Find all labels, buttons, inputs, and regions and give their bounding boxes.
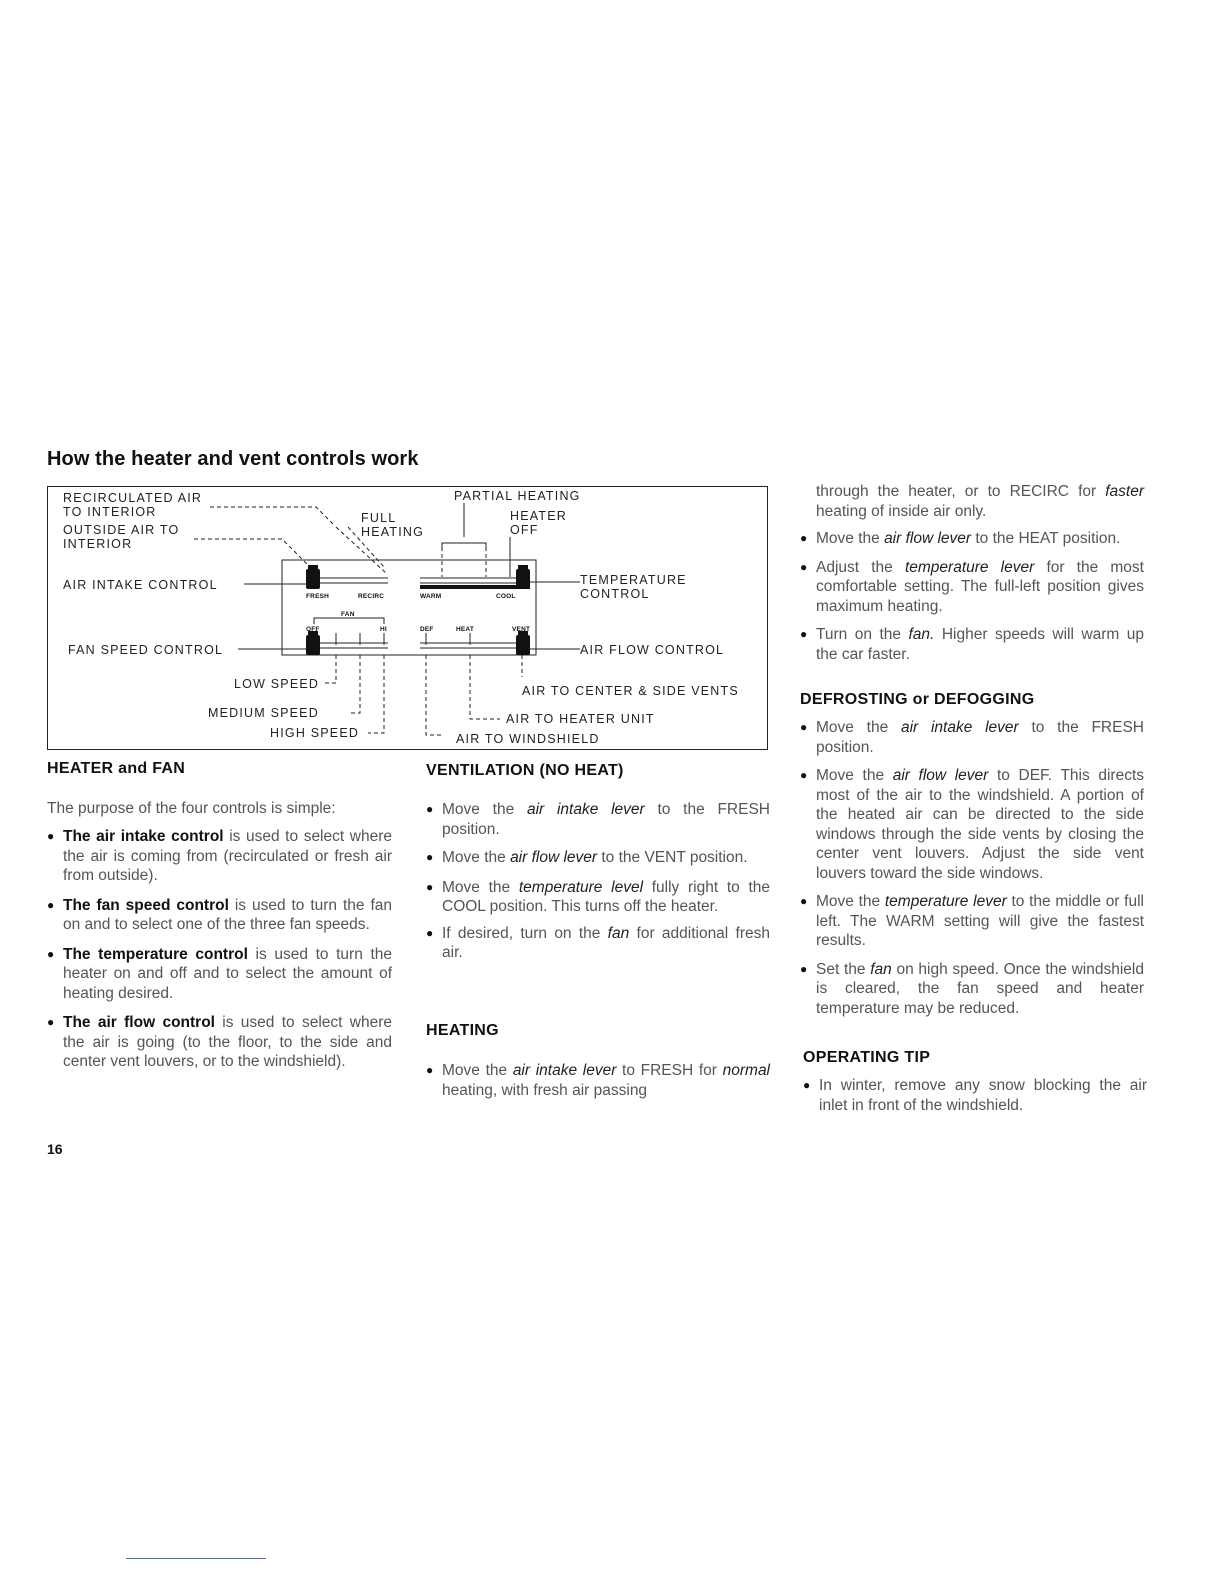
operating-tip-heading: OPERATING TIP [803,1049,931,1066]
heating-heading: HEATING [426,1022,499,1039]
list-item: ● Set the fan on high speed. Once the windshield is cleared, the fan speed and heater temperature may be reduced. [800,960,1144,1019]
heating-list [800,529,1144,672]
list-item: ● Turn on the fan. Higher speeds will warm up the car faster. [800,625,1144,664]
list-item: ● The temperature control is used to turn the heater on and off and to select the amount of heating desired. [47,945,392,1004]
list-item: ● Move the air intake lever to FRESH for normal heating, with fresh air passing [426,1061,770,1100]
ventilation-list [426,800,770,971]
label-temperature-control: TEMPERATURE CONTROL [580,573,687,601]
label-air-center-side-vents: AIR TO CENTER & SIDE VENTS [522,684,739,698]
list-item: ● Move the air intake lever to the FRESH position. [426,800,770,839]
heater-fan-heading: HEATER and FAN [47,760,186,777]
label-heater-off: HEATER OFF [510,509,567,537]
panel-vent: VENT [512,626,531,633]
label-air-heater-unit: AIR TO HEATER UNIT [506,712,655,726]
label-fan-speed-control: FAN SPEED CONTROL [68,643,224,657]
list-item: ● The air intake control is used to select where the air is coming from (recirculated or fresh air from outside). [47,827,392,886]
list-item: ● If desired, turn on the fan for additional fresh air. [426,924,770,963]
page-number: 16 [47,1141,63,1157]
controls-diagram [47,486,768,750]
panel-fresh: FRESH [306,593,330,600]
footer-rule [126,1558,266,1559]
defrosting-heading: DEFROSTING or DEFOGGING [800,691,1035,708]
list-item: ● In winter, remove any snow blocking the air inlet in front of the windshield. [803,1076,1147,1115]
heating-list-start [426,1061,770,1108]
list-item: ● Adjust the temperature lever for the most comfortable setting. The full-left position gives maximum heating. [800,558,1144,617]
page-title: How the heater and vent controls work [47,448,419,470]
defrosting-list [800,718,1144,1026]
label-high-speed: HIGH SPEED [270,726,360,740]
list-item: ● Move the air flow lever to the VENT position. [426,848,770,868]
label-full-heating: FULL HEATING [361,511,425,539]
label-air-flow-control: AIR FLOW CONTROL [580,643,725,657]
label-air-windshield: AIR TO WINDSHIELD [456,732,600,746]
heating-continuation: through the heater, or to RECIRC for faster heating of inside air only. [816,483,1144,520]
list-item: ● Move the temperature lever to the middle or full left. The WARM setting will give the fastest results. [800,892,1144,951]
list-item: ● The air flow control is used to select where the air is going (to the floor, to the side and center vent louvers, or to the windshield). [47,1013,392,1072]
list-item: ● Move the air flow lever to the HEAT position. [800,529,1144,549]
label-partial-heating: PARTIAL HEATING [454,489,581,503]
list-item: ● The fan speed control is used to turn the fan on and to select one of the three fan speeds. [47,896,392,935]
heater-fan-list [47,827,392,1080]
panel-heat: HEAT [456,626,475,633]
operating-tip-list [803,1076,1147,1123]
panel-off: OFF [306,626,320,633]
label-medium-speed: MEDIUM SPEED [208,706,319,720]
list-item: ● Move the air intake lever to the FRESH position. [800,718,1144,757]
heater-fan-intro: The purpose of the four controls is simple: [47,800,336,817]
panel-warm: WARM [420,593,442,600]
label-air-intake-control: AIR INTAKE CONTROL [63,578,218,592]
panel-cool: COOL [496,593,516,600]
ventilation-heading: VENTILATION (NO HEAT) [426,762,624,779]
label-low-speed: LOW SPEED [234,677,320,691]
label-outside-air: OUTSIDE AIR TO INTERIOR [63,523,180,551]
list-item: ● Move the air flow lever to DEF. This directs most of the air to the windshield. A portion of the heated air can be directed to the side windows through the side vents by closing the center vent louvers. Adjust the side vent louvers toward the side windows. [800,766,1144,883]
panel-recirc: RECIRC [358,593,385,600]
label-recirculated-air: RECIRCULATED AIR TO INTERIOR [63,491,203,519]
list-item: ● Move the temperature level fully right to the COOL position. This turns off the heater. [426,878,770,917]
panel-hi: HI [380,626,387,633]
panel-fan: FAN [341,611,355,618]
panel-def: DEF [420,626,434,633]
